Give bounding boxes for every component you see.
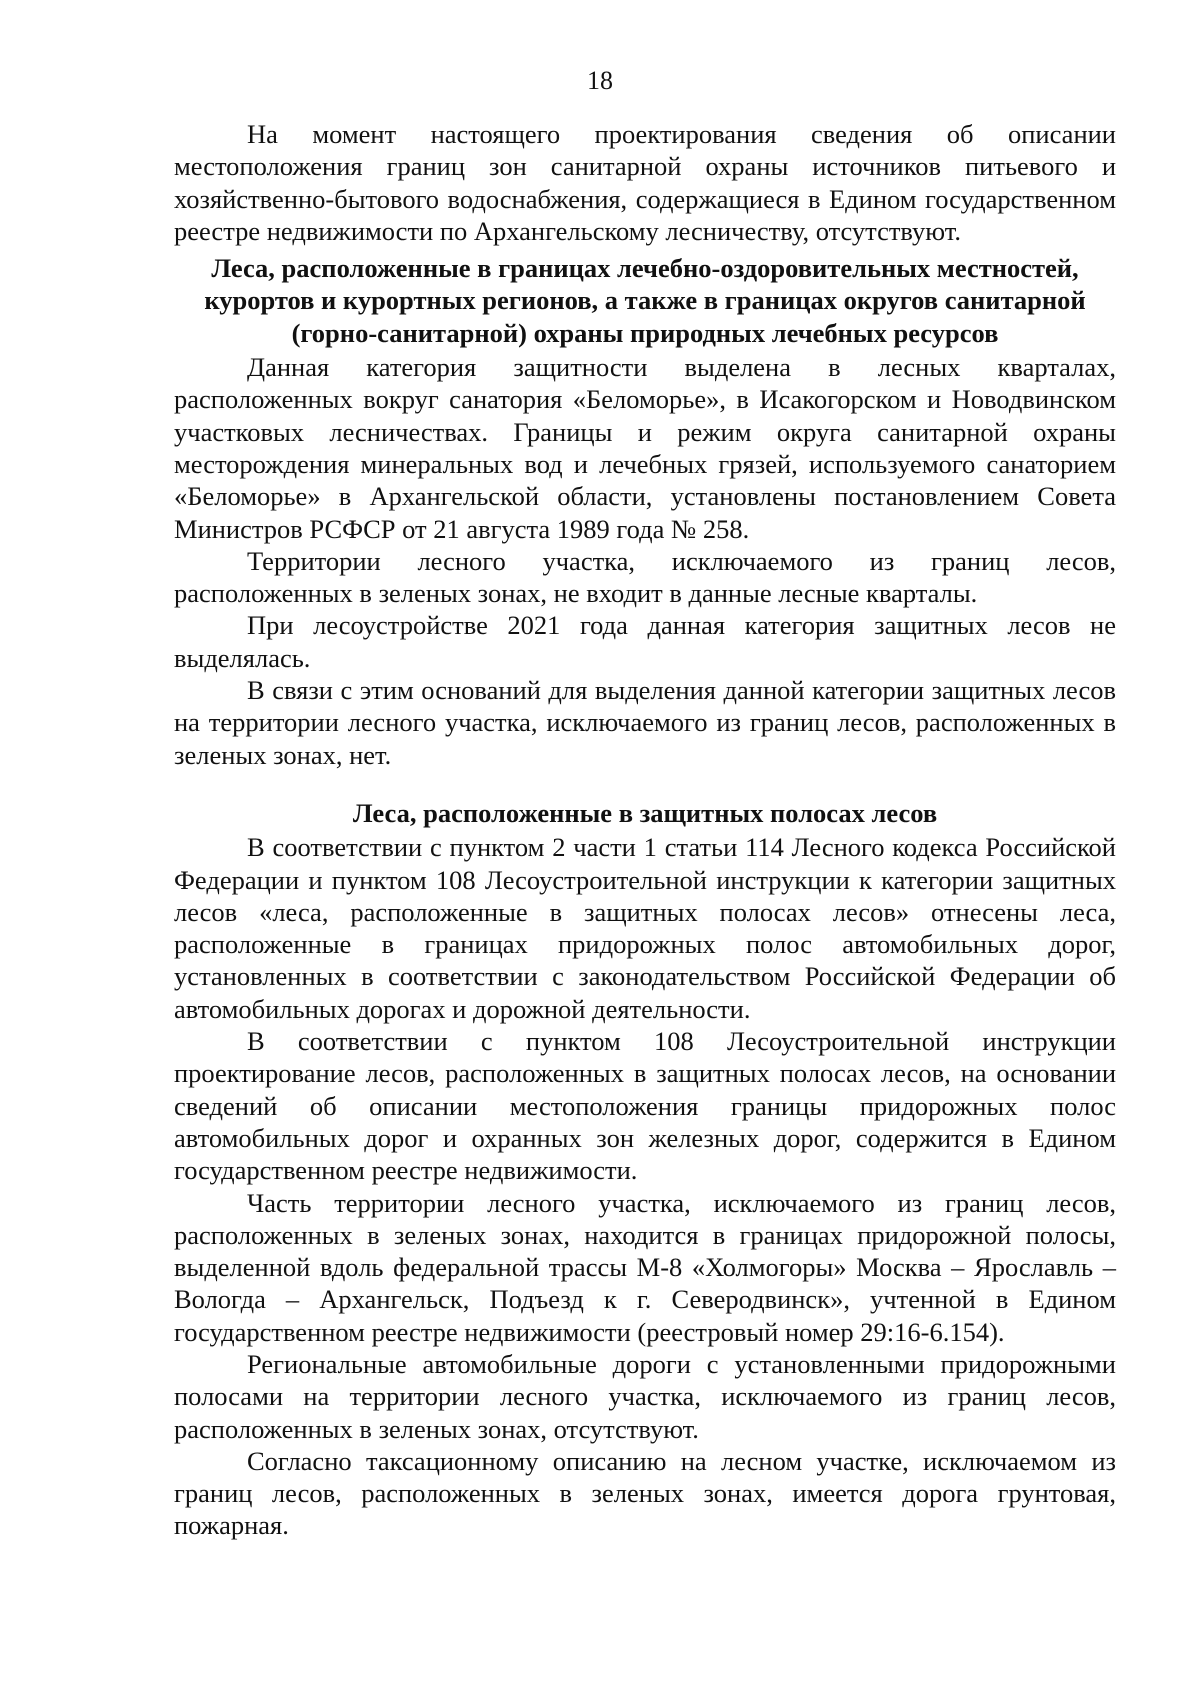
- paragraph: Региональные автомобильные дороги с установленными придорожными полосами на территории лесного участка, исключаемого из границ лесов, расположенных в зеленых зонах, отсутствуют.: [174, 1348, 1116, 1444]
- paragraph: Часть территории лесного участка, исключаемого из границ лесов, расположенных в зеленых зонах, находится в границах придорожной полосы, выделенной вдоль федеральной трассы М-8 «Холмогоры» Москва – Ярославль – Вологда – Архангельск, Подъезд к г. Северодвинск», учтенной в Едином государственном реестре недвижимости (реестровый номер 29:16-6.154).: [174, 1187, 1116, 1347]
- page-content: [174, 118, 1116, 1542]
- paragraph: Согласно таксационному описанию на лесном участке, исключаемом из границ лесов, расположенных в зеленых зонах, имеется дорога грунтовая, пожарная.: [174, 1445, 1116, 1541]
- page-number: 18: [587, 66, 613, 95]
- paragraph: В связи с этим оснований для выделения данной категории защитных лесов на территории лесного участка, исключаемого из границ лесов, расположенных в зеленых зонах, нет.: [174, 675, 1116, 770]
- section-heading-health-resort-forests: Леса, расположенные в границах лечебно-оздоровительных местностей, курортов и курортных регионов, а также в границах округов санитарной (горно-санитарной) охраны природных лечебных ресурсов: [204, 253, 1086, 348]
- paragraph: Территории лесного участка, исключаемого из границ лесов, расположенных в зеленых зонах, не входит в данные лесные кварталы.: [174, 545, 1116, 609]
- paragraph: В соответствии с пунктом 2 части 1 статьи 114 Лесного кодекса Российской Федерации и пунктом 108 Лесоустроительной инструкции к категории защитных лесов «леса, расположенные в защитных полосах лесов» отнесены леса, расположенные в границах придорожных полос автомобильных дорог, установленных в соответствии с законодательством Российской Федерации об автомобильных дорогах и дорожной деятельности.: [174, 832, 1116, 1024]
- paragraph: При лесоустройстве 2021 года данная категория защитных лесов не выделялась.: [174, 610, 1116, 673]
- paragraph: Данная категория защитности выделена в лесных кварталах, расположенных вокруг санатория «Беломорье», в Исакогорском и Новодвинском участковых лесничествах. Границы и режим округа санитарной охраны месторождения минеральных вод и лечебных грязей, используемого санаторием «Беломорье» в Архангельской области, установлены постановлением Совета Министров РСФСР от 21 августа 1989 года № 258.: [174, 352, 1116, 544]
- paragraph: В соответствии с пунктом 108 Лесоустроительной инструкции проектирование лесов, расположенных в защитных полосах лесов, на основании сведений об описании местоположения границы придорожных полос автомобильных дорог и охранных зон железных дорог, содержится в Едином государственном реестре недвижимости.: [174, 1026, 1116, 1186]
- paragraph-intro: На момент настоящего проектирования сведения об описании местоположения границ зон санитарной охраны источников питьевого и хозяйственно-бытового водоснабжения, содержащиеся в Едином государственном реестре недвижимости по Архангельскому лесничеству, отсутствуют.: [174, 119, 1116, 246]
- section-heading-protective-strips: Леса, расположенные в защитных полосах лесов: [352, 797, 938, 828]
